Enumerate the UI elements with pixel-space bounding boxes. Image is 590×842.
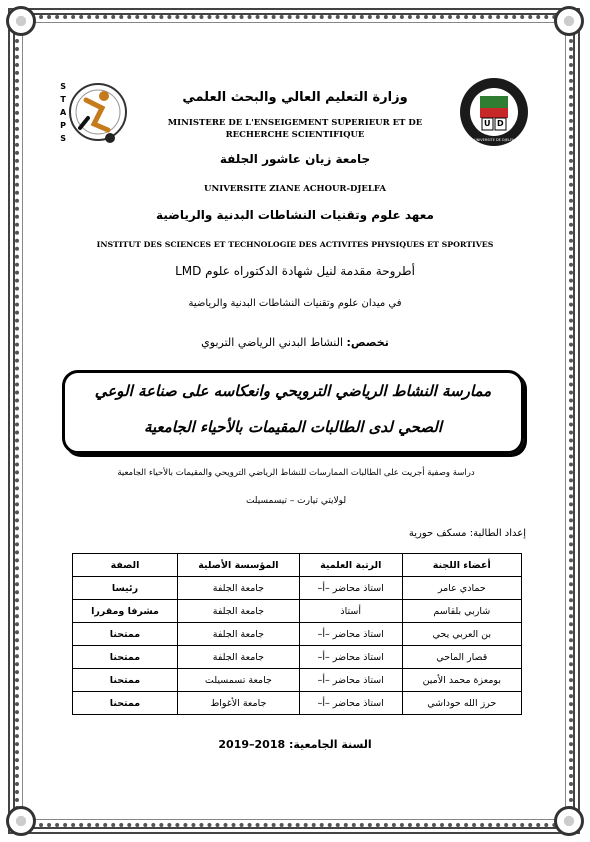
institute-french: INSTITUT DES SCIENCES ET TECHNOLOGIE DES ACTIVITES PHYSIQUES ET SPORTIVES [96, 240, 494, 249]
member-institution: جامعة الجلفة [177, 646, 299, 669]
table-row [73, 623, 522, 646]
member-role: ممتحنا [73, 646, 178, 669]
member-name: حرز الله حوداشي [402, 692, 521, 715]
member-institution: جامعة الجلفة [177, 623, 299, 646]
member-rank: استاذ محاضر –أ– [299, 669, 402, 692]
degree-line: أطروحة مقدمة لنيل شهادة الدكتوراه علوم LMD [175, 264, 415, 278]
logo-letter: A [60, 108, 67, 117]
study-description-line2: لولايتي تيارت – تيسمسيلت [245, 496, 347, 506]
member-role: مشرفا ومقررا [73, 600, 178, 623]
member-name: بن العربي يحي [402, 623, 521, 646]
table-row [73, 600, 522, 623]
member-institution: جامعة الجلفة [177, 577, 299, 600]
column-header: المؤسسة الأصلية [177, 554, 299, 577]
member-rank: أستاذ [299, 600, 402, 623]
table-row [73, 692, 522, 715]
member-name: قصار الماحي [402, 646, 521, 669]
member-role: ممتحنا [73, 623, 178, 646]
staps-logo [58, 72, 128, 152]
border-corner-ornament [554, 6, 584, 36]
member-name: بومعزة محمد الأمين [402, 669, 521, 692]
logo-caption: UNIVERSITE DE DJELFA [474, 138, 514, 142]
table-row [73, 577, 522, 600]
member-rank: استاذ محاضر –أ– [299, 577, 402, 600]
member-role: ممتحنا [73, 692, 178, 715]
logo-letter: T [60, 95, 66, 104]
specialty-line [60, 336, 530, 349]
prepared-by: إعداد الطالبة: مسكف حورية [408, 528, 526, 539]
study-description-line1: دراسة وصفية أجريت على الطالبات الممارسات للنشاط الرياضي الترويحي والمقيمات بالأحياء الجامعية [117, 468, 475, 478]
column-header: الرتبة العلمية [299, 554, 402, 577]
member-institution: جامعة الجلفة [177, 600, 299, 623]
member-role: ممتحنا [73, 669, 178, 692]
member-rank: استاذ محاضر –أ– [299, 623, 402, 646]
table-row [73, 646, 522, 669]
academic-year: السنة الجامعية: 2018–2019 [218, 738, 372, 751]
committee-table [72, 553, 522, 715]
logo-letter: D [497, 119, 504, 128]
logo-letter: U [484, 119, 491, 128]
university-arabic: جامعة زيان عاشور الجلفة [219, 152, 371, 166]
column-header: أعضاء اللجنة [402, 554, 521, 577]
ministry-arabic: وزارة التعليم العالي والبحث العلمي [182, 90, 408, 105]
logo-letter: S [60, 134, 66, 143]
table-header-row [73, 554, 522, 577]
member-institution: جامعة تسمسيلت [177, 669, 299, 692]
border-corner-ornament [554, 806, 584, 836]
border-corner-ornament [6, 6, 36, 36]
member-rank: استاذ محاضر –أ– [299, 646, 402, 669]
member-institution: جامعة الأغواط [177, 692, 299, 715]
border-corner-ornament [6, 806, 36, 836]
institute-arabic: معهد علوم وتقنيات النشاطات البدنية والرياضية [156, 208, 434, 222]
university-french: UNIVERSITE ZIANE ACHOUR-DJELFA [204, 184, 386, 194]
logo-letter: P [60, 121, 67, 130]
ministry-french-line1: MINISTERE DE L'ENSEIGEMENT SUPERIEUR ET DE [167, 118, 423, 128]
member-role: رئيسا [73, 577, 178, 600]
column-header: الصفة [73, 554, 178, 577]
member-name: شاربي بلقاسم [402, 600, 521, 623]
thesis-title-line2: الصحي لدى الطالبات المقيمات بالأحياء الجامعية [143, 418, 443, 436]
table-row [73, 669, 522, 692]
thesis-title-line1: ممارسة النشاط الرياضي الترويحي وانعكاسه على صناعة الوعي [94, 382, 492, 400]
member-name: حمادي عامر [402, 577, 521, 600]
member-rank: استاذ محاضر –أ– [299, 692, 402, 715]
field-line: في ميدان علوم وتقنيات النشاطات البدنية والرياضية [188, 298, 402, 309]
logo-letter: S [60, 82, 66, 91]
specialty-value: النشاط البدني الرياضي التربوي [201, 336, 344, 349]
specialty-label: تخصص: [346, 336, 389, 349]
ministry-french-line2: RECHERCHE SCIENTIFIQUE [225, 130, 365, 140]
